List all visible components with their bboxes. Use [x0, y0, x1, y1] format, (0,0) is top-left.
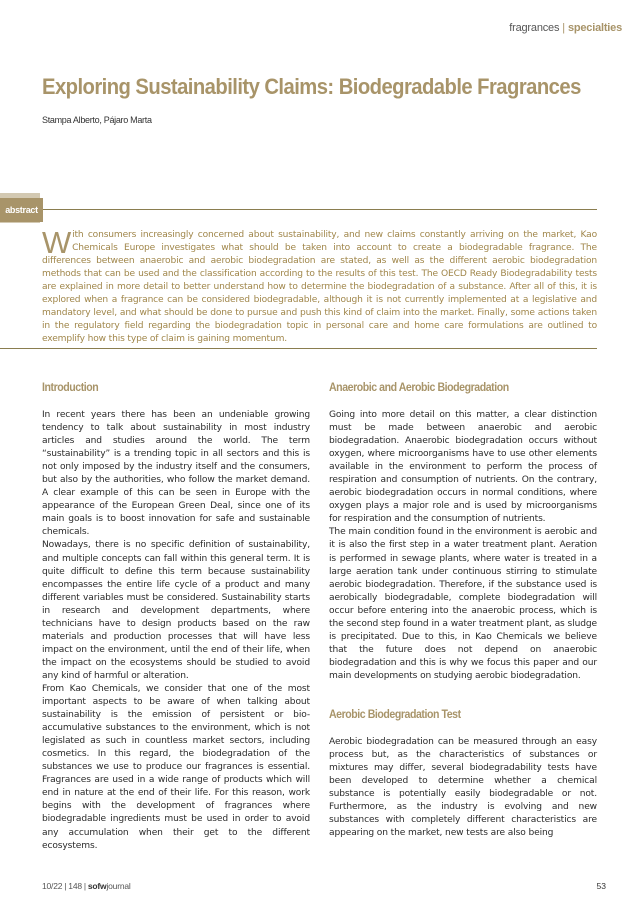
footer-issue: 10/22: [42, 881, 63, 891]
introduction-heading: Introduction: [42, 380, 99, 394]
article-title: Exploring Sustainability Claims: Biodegradable Fragrances: [42, 74, 581, 99]
page-number: 53: [596, 881, 606, 891]
left-column: [42, 380, 310, 853]
abstract-bottom-divider: [0, 348, 597, 349]
abstract-label: abstract: [0, 198, 43, 222]
running-head: [509, 22, 622, 34]
anaerobic-aerobic-paragraph-2: The main condition found in the environment is aerobic and it is also the first step in a water treatment plant. Aeration is performed in sewage plants, where water is treated in a large aeration tank under continuous stirring to stimulate aerobic biodegradation. Therefore, if the substance used is aerobically biodegradable, complete biodegradation will occur before entering into the anaerobic process, which is the second step found in a water treatment plant, as sludge is precipitated. Due to this, in Kao Chemicals we believe that the future does not depend on anaerobic biodegradation and this is why we focus this paper and our main developments on studying aerobic biodegradation.: [329, 527, 597, 681]
footer-separator: |: [83, 881, 86, 891]
right-column: [329, 380, 597, 840]
aerobic-test-paragraph-1: Aerobic biodegradation can be measured through an easy process but, as the characteristics of substances or mixtures may differ, several biodegradability tests have been developed to determine whether a chemical substance is potentially easily biodegradable or not. Furthermore, as the industry is evolving and new substances with completely different characteristics are appearing on the market, new tests are also being: [329, 736, 597, 839]
abstract-text-block: [42, 225, 597, 346]
running-head-section: specialties: [567, 22, 622, 34]
introduction-paragraph-3: From Kao Chemicals, we consider that one of the most important aspects to be aware of when talking about sustainability is the emission of persistent or bio-accumulative substances to the environment, which is not legislated as such in countless market sectors, including cosmetics. In this regard, the biodegradation of the substances we use to produce our fragrances is essential. Fragrances are used in a wide range of products which will end in nature at the end of their life. For this reason, work begins with the development of fragrances where biodegradable ingredients must be used in order to avoid any accumulation when their get to the different ecosystems.: [42, 683, 310, 851]
footer-brand-bold: sofw: [87, 881, 107, 891]
running-head-category: fragrances: [509, 22, 560, 34]
abstract-top-divider: [43, 209, 597, 210]
footer-brand-rest: journal: [106, 881, 131, 891]
footer-separator: |: [64, 881, 67, 891]
abstract-body: ith consumers increasingly concerned about sustainability, and new claims constantly arriving on the market, Kao Chemicals Europe investigates what should be taken into account to create a biodegradable fragrance. The differences between anaerobic and aerobic biodegradation are stated, as well as the different aerobic biodegradation methods that can be used and the classification according to the results of this test. The OECD Ready Biodegradability tests are explained in more detail to better understand how to determine the biodegradation of a substance. After all of this, it is explored when a fragrance can be considered biodegradable, although it is not currently implemented at a legislative and mandatory level, and what should be done to pursue and push this kind of claim into the market. Finally, some actions taken in the regulatory field regarding the biodegradation topic in personal care and home care formulations are outlined to exemplify how this type of claim is gaining momentum.: [42, 230, 597, 345]
aerobic-test-heading: Aerobic Biodegradation Test: [329, 706, 461, 721]
article-authors: Stampa Alberto, Pájaro Marta: [42, 115, 152, 125]
introduction-paragraph-2: Nowadays, there is no specific definition of sustainability, and multiple concepts can fall within this general term. It is quite difficult to define this term because sustainability encompasses the entire life cycle of a product and many different variables must be considered. Sustainability starts in research and development departments, where technicians have to design products based on the raw materials and production processes that will have less impact on the environment, until the end of their life, when the impact on the ecosystems should be studied to avoid any kind of harmful or alteration.: [42, 540, 310, 681]
footer-volume: 148: [68, 881, 82, 891]
anaerobic-aerobic-heading: Anaerobic and Aerobic Biodegradation: [329, 380, 509, 394]
abstract-dropcap: W: [42, 225, 72, 260]
running-head-separator: |: [562, 22, 565, 34]
footer-issue-info: [42, 881, 131, 891]
anaerobic-aerobic-paragraph-1: Going into more detail on this matter, a clear distinction must be made between anaerobic and aerobic biodegradation. Anaerobic biodegradation occurs without oxygen, where microorganisms have to use other elements available in the environment to perform the process of respiration and consumption of nutrients. On the contrary, aerobic biodegradation occurs in normal conditions, where oxygen plays a major role and is used by microorganisms for respiration and the consumption of nutrients.: [329, 410, 597, 525]
introduction-paragraph-1: In recent years there has been an undeniable growing tendency to talk about sustainability in most industry articles and studies around the world. The term “sustainability” is a trending topic in all sectors and this is not only imposed by the industry itself and the consumers, but also by the authorities, who follow the market demand. A clear example of this can be seen in Europe with the appearance of the European Green Deal, since one of its main goals is to boost innovation for safe and sustainable chemicals.: [42, 410, 310, 538]
